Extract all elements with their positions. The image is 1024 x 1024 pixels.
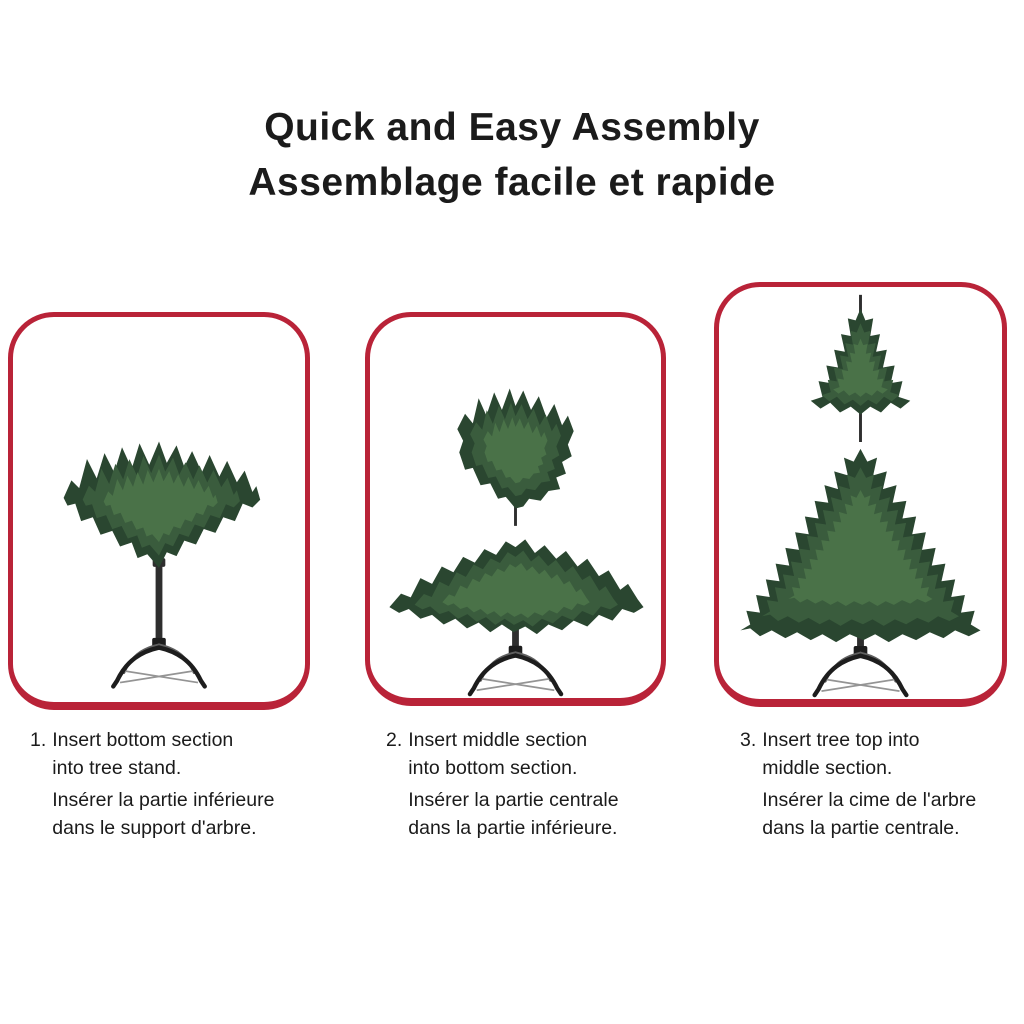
tree-pole: [153, 558, 166, 646]
step-number: 2.: [386, 729, 403, 751]
caption-line-fr: Insérer la partie inférieure: [52, 789, 275, 811]
step-number: 1.: [30, 729, 47, 751]
step-1-caption: [30, 727, 350, 842]
tree-stand: [470, 646, 561, 694]
step-text: [408, 727, 618, 842]
bottom-section-foliage: [64, 441, 261, 567]
step-3-caption: [740, 727, 1024, 842]
bottom-section-foliage: [389, 539, 643, 634]
caption-line-fr: dans la partie centrale.: [762, 816, 960, 839]
tree-stand: [113, 638, 204, 687]
step-text: [762, 727, 976, 842]
caption-line-fr: Insérer la cime de l'arbre: [762, 789, 977, 811]
caption-line-fr: dans le support d'arbre.: [52, 816, 257, 839]
caption-line-en: into bottom section.: [408, 756, 578, 779]
step-text: [52, 727, 274, 842]
step-2-caption: [386, 727, 706, 842]
step-2-panel: [365, 312, 666, 706]
caption-line-en: Insert tree top into: [762, 729, 920, 751]
caption-line-en: Insert middle section: [408, 729, 588, 751]
step-1-panel: [8, 312, 310, 710]
step-3-panel: [714, 282, 1007, 707]
tree-top-foliage: [811, 295, 911, 442]
caption-line-fr: Insérer la partie centrale: [408, 789, 619, 811]
caption-line-fr: dans la partie inférieure.: [408, 816, 618, 839]
caption-line-en: Insert bottom section: [52, 729, 234, 751]
caption-line-en: middle section.: [762, 756, 893, 779]
tree-stand: [815, 646, 907, 695]
step-number: 3.: [740, 729, 757, 751]
page-title: [0, 100, 1024, 210]
page-title-french: Assemblage facile et rapide: [248, 161, 776, 204]
caption-line-en: into tree stand.: [52, 756, 182, 779]
step-2-illustration: [370, 317, 661, 698]
page-title-english: Quick and Easy Assembly: [264, 106, 760, 149]
assembled-tree-foliage: [740, 449, 980, 642]
step-3-illustration: [719, 287, 1002, 699]
step-1-illustration: [13, 317, 305, 702]
middle-section-foliage: [457, 389, 573, 526]
